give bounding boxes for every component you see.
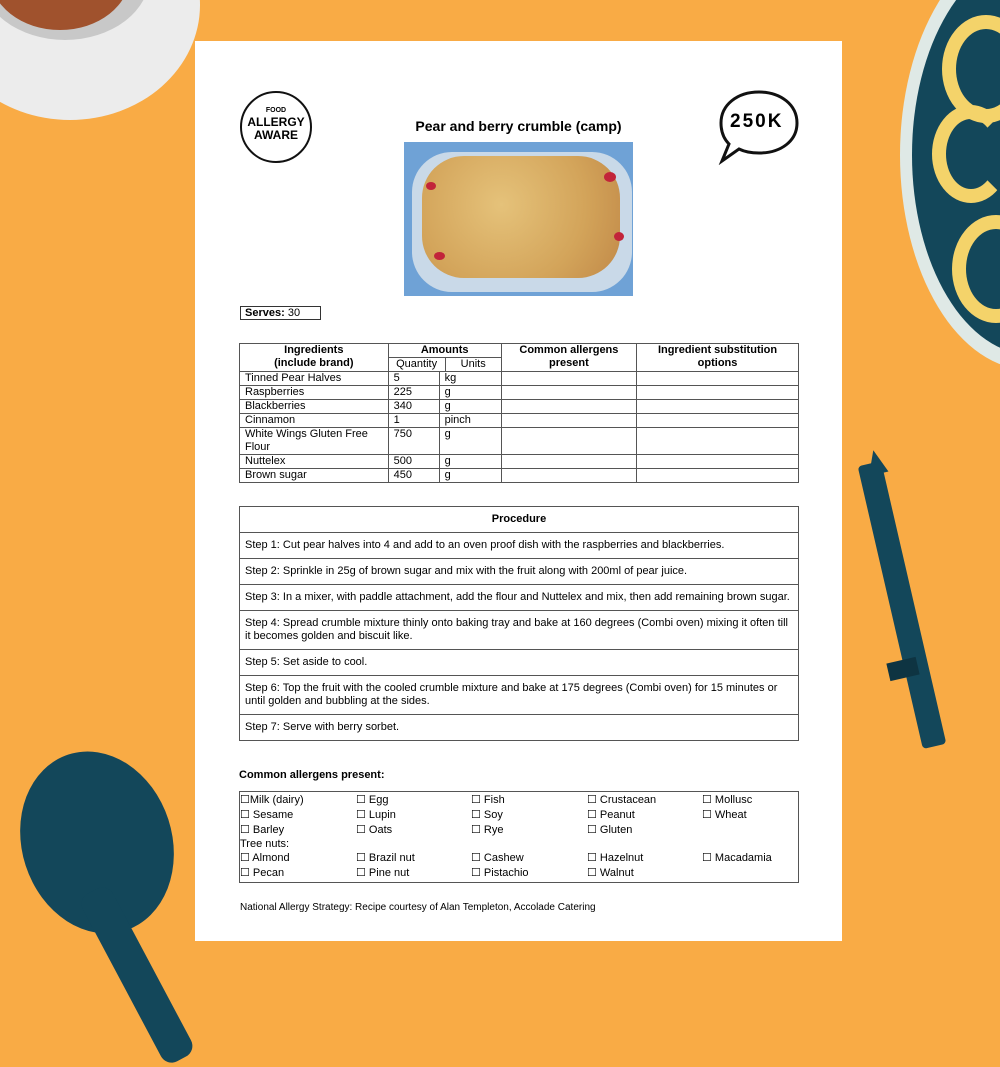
- ingredients-table: [239, 343, 799, 483]
- ingredient-substitution: [637, 414, 799, 428]
- allergen-checkbox[interactable]: ☐ Pecan: [240, 867, 285, 879]
- ingredient-substitution: [637, 469, 799, 483]
- procedure-step: Step 4: Spread crumble mixture thinly onto baking tray and bake at 160 degrees (Combi oven) mixing it often till it becomes golden and biscuit like.: [240, 611, 799, 650]
- allergen-checkbox[interactable]: ☐ Barley: [240, 824, 285, 836]
- ingredient-qty: 340: [388, 400, 439, 414]
- allergen-row: [240, 850, 798, 865]
- serves-box: [240, 306, 321, 320]
- ingredient-qty: 750: [388, 428, 439, 455]
- table-row: [240, 469, 799, 483]
- table-row: [240, 372, 799, 386]
- ingredient-qty: 1: [388, 414, 439, 428]
- crumble-shape: [422, 156, 620, 278]
- crumble-photo: [404, 142, 633, 296]
- allergen-checkbox[interactable]: ☐ Peanut: [587, 809, 635, 821]
- procedure-step: Step 3: In a mixer, with paddle attachment, add the flour and Nuttelex and mix, then add remaining brown sugar.: [240, 585, 799, 611]
- 250k-logo-text: 250K: [730, 111, 784, 132]
- procedure-heading: Procedure: [240, 507, 799, 533]
- ingredient-unit: kg: [439, 372, 501, 386]
- ingredient-unit: pinch: [439, 414, 501, 428]
- header-ingredients-sub: (include brand): [274, 357, 354, 369]
- procedure-step: Step 7: Serve with berry sorbet.: [240, 715, 799, 741]
- procedure-table: [239, 506, 799, 741]
- allergen-checkbox[interactable]: ☐Milk (dairy): [240, 794, 304, 806]
- ingredient-unit: g: [439, 428, 501, 455]
- serves-label: Serves:: [245, 307, 285, 319]
- allergen-row: [240, 822, 798, 837]
- berry-shape: [426, 182, 436, 190]
- berry-shape: [434, 252, 445, 260]
- allergen-checkbox[interactable]: ☐ Fish: [471, 794, 505, 806]
- allergen-checkbox[interactable]: ☐ Pine nut: [356, 867, 410, 879]
- ingredient-name: Nuttelex: [240, 455, 389, 469]
- allergen-checkbox[interactable]: ☐ Hazelnut: [587, 852, 644, 864]
- ingredient-name: Tinned Pear Halves: [240, 372, 389, 386]
- header-ingredients-label: Ingredients: [284, 344, 344, 356]
- allergen-checkbox[interactable]: ☐ Wheat: [702, 809, 747, 821]
- allergen-checkbox[interactable]: ☐ Sesame: [240, 809, 294, 821]
- table-row: [240, 428, 799, 455]
- header-units: Units: [460, 358, 486, 370]
- ingredient-substitution: [637, 455, 799, 469]
- procedure-step: Step 1: Cut pear halves into 4 and add to an oven proof dish with the raspberries and blackberries.: [240, 533, 799, 559]
- allergen-checklist: [239, 791, 799, 883]
- table-row: [240, 386, 799, 400]
- ingredient-allergens: [501, 386, 636, 400]
- ingredient-name: Brown sugar: [240, 469, 389, 483]
- amounts-subheaders: [389, 357, 501, 371]
- table-row: [240, 414, 799, 428]
- ingredient-unit: g: [439, 455, 501, 469]
- ingredient-allergens: [501, 469, 636, 483]
- ingredient-unit: g: [439, 400, 501, 414]
- allergen-checkbox[interactable]: ☐ Gluten: [587, 824, 633, 836]
- allergen-checkbox[interactable]: ☐ Macadamia: [702, 852, 772, 864]
- allergen-row: [240, 807, 798, 822]
- footer-credit: National Allergy Strategy: Recipe courtesy of Alan Templeton, Accolade Catering: [240, 902, 596, 913]
- berry-shape: [614, 232, 624, 241]
- table-header-row: [240, 344, 799, 372]
- procedure-step: Step 6: Top the fruit with the cooled crumble mixture and bake at 175 degrees (Combi oven) for 15 minutes or until golden and bubbling at the sides.: [240, 676, 799, 715]
- pasta-decoration: [932, 105, 1000, 203]
- allergen-checkbox[interactable]: ☐ Soy: [471, 809, 503, 821]
- ingredient-qty: 450: [388, 469, 439, 483]
- tree-nuts-label: Tree nuts:: [240, 838, 290, 850]
- logo-line: AWARE: [253, 128, 298, 142]
- ingredient-name: Raspberries: [240, 386, 389, 400]
- header-ingredients: [240, 344, 389, 372]
- table-row: [240, 400, 799, 414]
- allergen-checkbox[interactable]: ☐ Lupin: [356, 809, 396, 821]
- ingredient-unit: g: [439, 469, 501, 483]
- ingredient-qty: 5: [388, 372, 439, 386]
- ingredient-allergens: [501, 414, 636, 428]
- allergen-row: [240, 792, 798, 807]
- table-row: [240, 455, 799, 469]
- header-substitution: Ingredient substitution options: [637, 344, 799, 372]
- berry-shape: [604, 172, 616, 182]
- pasta-decoration: [952, 215, 1000, 323]
- ingredient-name: White Wings Gluten Free Flour: [240, 428, 389, 455]
- ingredient-qty: 500: [388, 455, 439, 469]
- ingredient-substitution: [637, 386, 799, 400]
- procedure-step: Step 5: Set aside to cool.: [240, 650, 799, 676]
- allergen-checkbox[interactable]: ☐ Walnut: [587, 867, 634, 879]
- recipe-sheet: [195, 41, 842, 941]
- recipe-title: Pear and berry crumble (camp): [415, 118, 622, 134]
- allergen-checkbox[interactable]: ☐ Oats: [356, 824, 393, 836]
- ingredient-unit: g: [439, 386, 501, 400]
- header-amounts: [388, 344, 501, 372]
- allergen-checkbox[interactable]: ☐ Almond: [240, 852, 290, 864]
- ingredient-substitution: [637, 400, 799, 414]
- allergen-checkbox[interactable]: ☐ Cashew: [471, 852, 524, 864]
- ingredient-name: Cinnamon: [240, 414, 389, 428]
- allergen-checkbox[interactable]: ☐ Crustacean: [587, 794, 657, 806]
- logo-line: ALLERGY: [247, 115, 305, 129]
- logo-line: FOOD: [265, 107, 287, 114]
- allergen-checkbox[interactable]: ☐ Brazil nut: [356, 852, 415, 864]
- allergen-row: [240, 865, 798, 880]
- ingredient-substitution: [637, 428, 799, 455]
- ingredient-qty: 225: [388, 386, 439, 400]
- allergen-checkbox[interactable]: ☐ Pistachio: [471, 867, 529, 879]
- allergen-checkbox[interactable]: ☐ Mollusc: [702, 794, 753, 806]
- allergen-row: [240, 837, 798, 850]
- header-amounts-label: Amounts: [420, 344, 469, 356]
- ingredient-allergens: [501, 428, 636, 455]
- procedure-step: Step 2: Sprinkle in 25g of brown sugar and mix with the fruit along with 200ml of pear juice.: [240, 559, 799, 585]
- pen-decoration: [858, 461, 947, 749]
- ingredient-allergens: [501, 455, 636, 469]
- allergens-title: Common allergens present:: [239, 769, 385, 781]
- header-quantity: Quantity: [389, 358, 446, 371]
- food-allergy-aware-logo: [240, 91, 312, 163]
- ingredient-allergens: [501, 400, 636, 414]
- header-allergens: Common allergens present: [501, 344, 636, 372]
- allergen-checkbox[interactable]: ☐ Egg: [356, 794, 389, 806]
- ingredient-substitution: [637, 372, 799, 386]
- allergen-checkbox[interactable]: ☐ Rye: [471, 824, 504, 836]
- ingredient-allergens: [501, 372, 636, 386]
- ingredient-name: Blackberries: [240, 400, 389, 414]
- serves-value: 30: [287, 307, 301, 319]
